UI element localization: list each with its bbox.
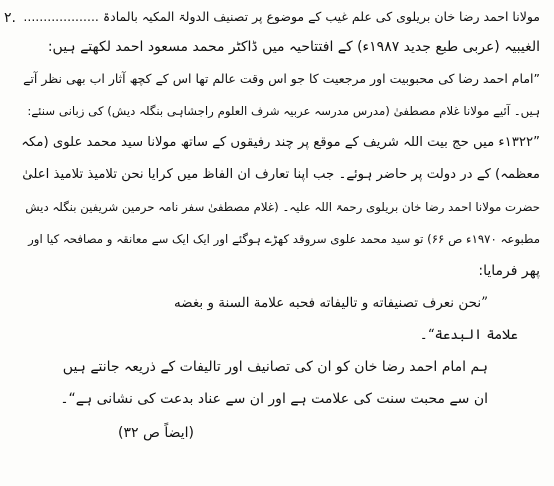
item-number: ۲. xyxy=(4,10,16,26)
translation-line-2: ان سے محبت سنت کی علامت ہے اور ان سے عناد بدعت کی نشانی ہے“۔ xyxy=(60,391,488,407)
text-line-9: پھر فرمایا: xyxy=(478,263,540,279)
text-line-8: مطبوعہ ۱۹۷۰ء ص ۶۶) تو سید محمد علوی سروقد کھڑے ہوگئے اور ایک ایک سے معانقہ و مصافحہ کیا اور xyxy=(28,232,540,246)
text-line-2: الغیبیہ (عربی طبع جدید ۱۹۸۷ء) کے افتتاحیہ میں ڈاکٹر محمد مسعود احمد لکھتے ہیں: xyxy=(47,39,540,55)
text-line-1: مولانا احمد رضا خان بریلوی کی علم غیب کے موضوع پر تصنیف الدولۃ المکیہ بالمادۃ ................... xyxy=(23,9,540,24)
text-line-4: ہیں۔ آئیے مولانا غلام مصطفیٰ (مدرس مدرسہ عربیہ شرف العلوم راجشاہی بنگلہ دیش) کی زبانی سنئے: xyxy=(27,104,540,118)
arabic-quote-line-1: ”نحن نعرف تصنیفاته و تالیفاته فحبه علامة السنة و بغضه xyxy=(173,295,488,311)
text-line-5: ”۱۳۲۲ء میں حج بیت اللہ شریف کے موقع پر چند رفیقوں کے ساتھ مولانا سید محمد علوی (مکہ xyxy=(21,135,540,150)
arabic-quote-line-2: علامة البدعة“۔ xyxy=(419,327,518,343)
text-line-3: ”امام احمد رضا کی محبوبیت اور مرجعیت کا جو اس وقت عالم تھا اس کے کچھ آثار اب بھی نظر آتے xyxy=(23,71,540,86)
citation-line: (ایضاً ص ۳۲) xyxy=(118,425,194,441)
text-line-6: معظمہ) کے در دولت پر حاضر ہوئے۔ جب اپنا تعارف ان الفاظ میں کرایا نحن تلامیذ تلامیذ اعلیٰ xyxy=(22,167,540,182)
text-line-7: حضرت مولانا احمد رضا خان بریلوی رحمۃ اللہ علیہ۔ (غلام مصطفیٰ سفر نامہ حرمین شریفین بنگلہ دیش xyxy=(25,200,540,214)
translation-line-1: ہم امام احمد رضا خان کو ان کی تصانیف اور تالیفات کے ذریعہ جانتے ہیں xyxy=(62,359,488,375)
